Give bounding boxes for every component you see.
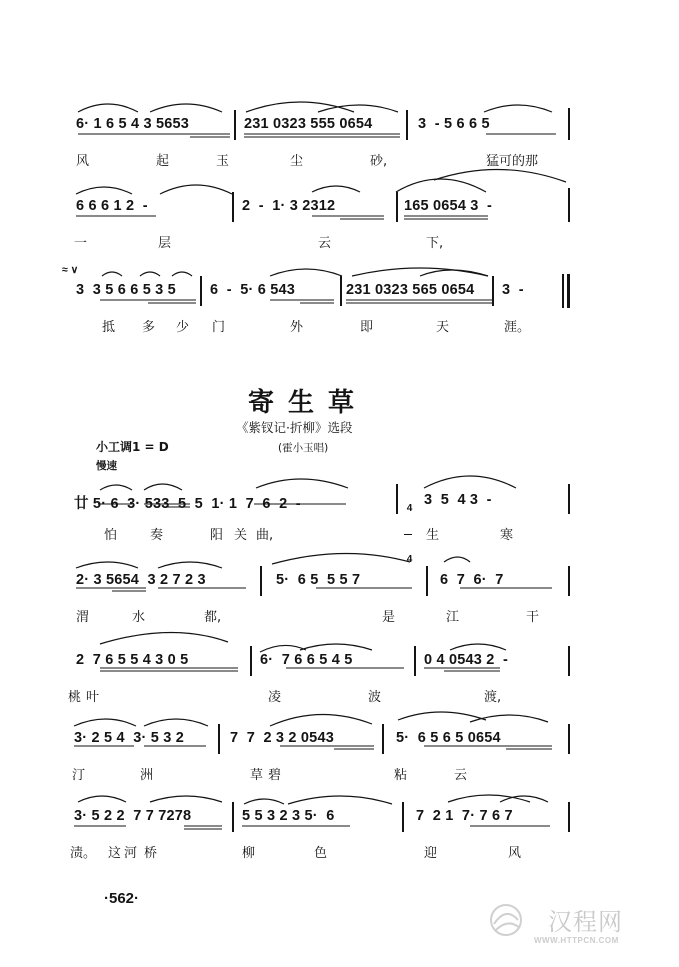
lyric: 即 [360,320,374,335]
lyric: 色 [314,846,328,861]
slur-arc [270,714,372,726]
slur-arc [102,272,122,276]
piece-title: 寄生草 [248,388,369,418]
lyric: 奏 [150,528,164,543]
notation-measure: 2 7 6 5 5 4 3 0 5 [76,652,189,668]
slur-arc [420,270,488,276]
barline [568,188,570,222]
barline [492,276,494,306]
barline [414,646,416,676]
lyric: 阳 [210,528,224,543]
time-signature [404,484,415,585]
lyric: 渡, [484,690,502,705]
lyric: 云 [318,236,332,251]
lyric: 关 [234,528,248,543]
slur-arc [76,562,138,568]
slur-arc [256,479,348,488]
notation-measure: 2· 3 5654 3 2 7 2 3 [76,572,206,588]
lyric: 洲 [140,768,154,783]
barline [396,192,398,222]
lyric: 碧 [268,768,282,783]
barline [232,802,234,832]
barline [568,646,570,676]
lyric: 抵 [102,320,116,335]
lyric: 水 [132,610,146,625]
slur-arc [470,715,548,722]
lyric: 玉 [216,154,230,169]
slur-arc [140,272,160,276]
lyric: 天 [436,320,450,335]
lyric: 这 [108,846,122,861]
slur-arc [318,105,398,112]
notation-measure: 165 0654 3 - [404,198,493,214]
slur-arc [398,712,486,720]
lyric: 是 [382,610,396,625]
watermark-logo-icon [486,900,526,940]
lyric: 都, [204,610,222,625]
lyric: 渭 [76,610,90,625]
lyric: 怕 [104,528,118,543]
notation-measure: 5· 6 5 5 5 7 [276,572,361,588]
page-number: ·562· [104,890,140,907]
barline [406,110,408,140]
lyric: 多 [142,320,156,335]
slur-arc [78,796,126,802]
final-barline-thick [567,274,570,308]
slur-arc [444,557,470,562]
notation-measure: 231 0323 555 0654 [244,116,373,132]
tempo-marking: 慢速 [96,460,117,472]
notation-measure: 7 2 1 7· 7 6 7 [416,808,513,824]
slur-arc [158,562,222,568]
slur-arc [484,105,552,112]
notation-measure: 2 - 1· 3 2312 [242,198,336,214]
notation-measure: 6 6 6 1 2 - [76,198,148,214]
slur-arc [100,485,132,490]
notation-measure: 3 - [502,282,524,298]
notation-measure: 3 3 5 6 6 5 3 5 [76,282,176,298]
notation-measure: 0 4 0543 2 - [424,652,509,668]
lyric: 桥 [144,846,158,861]
time-signature-divider [404,534,412,535]
barline [218,724,220,754]
barline [396,484,398,514]
piece-subtitle: 《紫钗记·折柳》选段 [236,420,353,435]
key-signature: 小工调1 = D [96,440,169,454]
lyric: 桃 [68,690,82,705]
slur-arc [424,476,516,488]
lyric: 迎 [424,846,438,861]
barline [426,566,428,596]
barline [568,108,570,140]
slur-arc [352,268,488,276]
barline [568,802,570,832]
slur-arc [312,186,360,192]
watermark-brand: 汉程网 [548,908,623,936]
barline [382,724,384,754]
slur-arc [76,187,132,194]
slur-arc [74,719,136,726]
slur-arc [270,269,342,276]
lyric: 曲, [256,528,274,543]
barline [340,276,342,306]
notation-measure: 231 0323 565 0654 [346,282,475,298]
slur-arc [272,553,410,564]
lyric: 汀 [72,768,86,783]
lyric: 外 [290,320,304,335]
slur-arc [100,632,228,644]
lyric: 波 [368,690,382,705]
lyric: 粘 [394,768,408,783]
lyric: 叶 [86,690,100,705]
time-signature-bottom: 4 [406,554,413,565]
lyric: 江 [446,610,460,625]
lyric: 风 [508,846,522,861]
notation-measure: 3· 2 5 4 3· 5 3 2 [74,730,184,746]
slur-arc [172,272,192,276]
slur-arc [450,644,506,650]
lyric: 少 [176,320,190,335]
ornament-mark: ≈ ∨ [62,264,79,276]
slur-arc [144,719,208,726]
lyric: 一 [74,236,88,251]
lyric: 草 [250,768,264,783]
slur-arc [244,799,284,804]
final-barline-thin [562,274,564,308]
lyric: 涯。 [504,320,531,335]
singer-note: (霍小玉唱) [278,442,329,454]
notation-measure: 3 - 5 6 6 5 [418,116,490,132]
notation-measure: 3· 5 2 2 7 7 7278 [74,808,192,824]
barline [568,566,570,596]
lyric: 猛可的那 [486,154,539,169]
lyric: 风 [76,154,90,169]
slur-arc [396,179,486,192]
lyric: 生 [426,528,440,543]
barline [200,276,202,306]
notation-measure: 6· 1 6 5 4 3 5653 [76,116,190,132]
lyric: 凌 [268,690,282,705]
lyric: 尘 [290,154,304,169]
notation-measure: 6· 7 6 6 5 4 5 [260,652,353,668]
slur-arc [150,796,222,802]
lyric: 层 [158,236,172,251]
lyric: 干 [526,610,540,625]
notation-measure: 3 5 4 3 - [424,492,492,508]
slur-arc [78,104,138,112]
lyric: 门 [212,320,226,335]
time-signature-top: 4 [406,503,413,514]
slur-arc [144,484,182,490]
barline [568,724,570,754]
lyric: 寒 [500,528,514,543]
lyric: 云 [454,768,468,783]
lyric: 渍。 [70,846,97,861]
barline [250,646,252,676]
slur-arc [300,644,372,650]
lyric: 柳 [242,846,256,861]
notation-measure: 5 5 3 2 3 5· 6 [242,808,335,824]
watermark-url: WWW.HTTPCN.COM [534,936,619,945]
lyric: 下, [426,236,444,251]
slur-arc [150,104,222,112]
notation-measure: 6 - 5· 6 543 [210,282,296,298]
barline [234,110,236,140]
barline [402,802,404,832]
lyric: 砂, [370,154,388,169]
lyric: 河 [124,846,138,861]
barline [568,484,570,514]
slur-arc [160,185,232,194]
barline [260,566,262,596]
lyric: 起 [156,154,170,169]
notation-measure: 5· 6 5 6 5 0654 [396,730,501,746]
notation-measure: 廿 5· 6 3· 533 5 5 1· 1 7 6 2 - [74,496,301,512]
barline [232,192,234,222]
notation-measure: 6 7 6· 7 [440,572,504,588]
notation-measure: 7 7 2 3 2 0543 [230,730,334,746]
slur-arc [288,796,392,804]
